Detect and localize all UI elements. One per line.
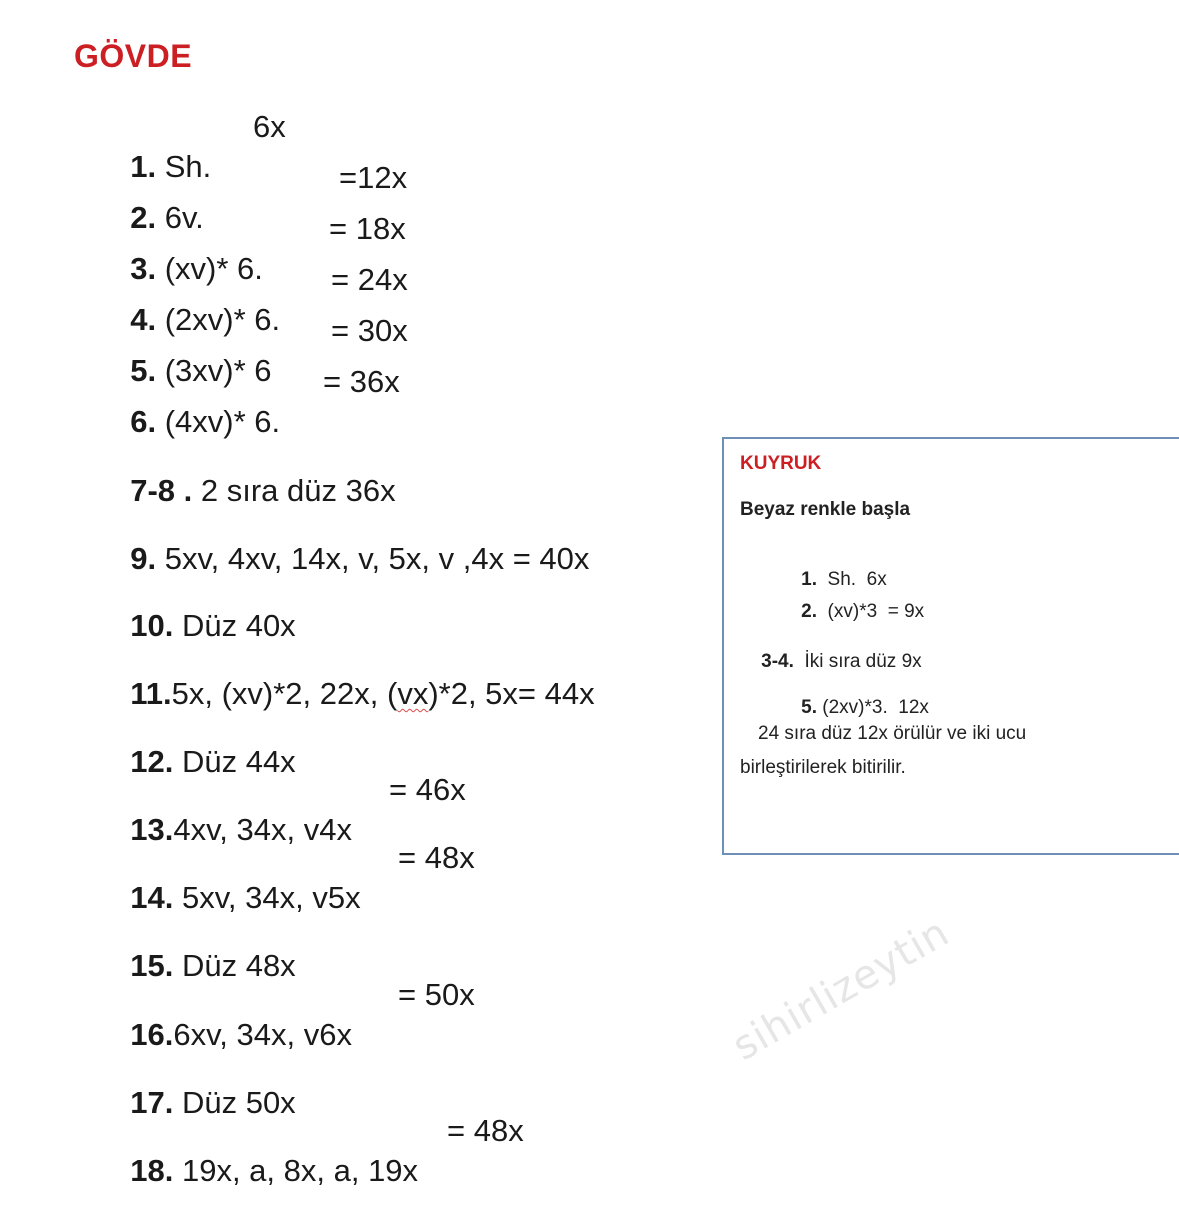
panel-line-text: Sh. 6x bbox=[827, 569, 887, 590]
panel-line-number: 2. bbox=[801, 601, 817, 622]
list-item bbox=[113, 499, 590, 576]
row-number: 9. bbox=[130, 541, 157, 576]
row-result: = 50x bbox=[398, 977, 475, 1012]
panel-line-text: (xv)*3 = 9x bbox=[827, 601, 925, 622]
row-text: 2 sıra düz 36x bbox=[192, 473, 396, 508]
panel-title: KUYRUK bbox=[740, 453, 822, 474]
row-result: = 24x bbox=[331, 262, 408, 297]
row-number: 13. bbox=[130, 812, 174, 847]
row-number: 11. bbox=[130, 676, 172, 711]
row-number: 12. bbox=[130, 744, 174, 779]
panel-line-number: 3-4. bbox=[761, 651, 794, 672]
list-item bbox=[113, 362, 400, 439]
tail-instructions-panel bbox=[722, 437, 1179, 855]
list-item bbox=[113, 566, 296, 643]
row-result: = 30x bbox=[331, 313, 408, 348]
row-text: (2xv)* 6. bbox=[156, 302, 281, 337]
list-item bbox=[113, 107, 286, 184]
row-text: 4xv, 34x, v4x bbox=[173, 812, 352, 847]
row-number: 4. bbox=[130, 302, 157, 337]
row-number: 3. bbox=[130, 251, 157, 286]
list-item bbox=[113, 431, 396, 508]
panel-line-text: (2xv)*3. 12x bbox=[822, 697, 929, 718]
row-text: 6xv, 34x, v6x bbox=[173, 1017, 352, 1052]
row-number: 6. bbox=[130, 404, 157, 439]
row-result: = 46x bbox=[389, 772, 466, 807]
row-result: = 36x bbox=[323, 364, 400, 399]
panel-line-number: 1. bbox=[801, 569, 817, 590]
row-text: (4xv)* 6. bbox=[156, 404, 281, 439]
row-text: Düz 50x bbox=[173, 1085, 296, 1120]
row-result: = 48x bbox=[447, 1113, 524, 1148]
list-item bbox=[113, 975, 475, 1052]
row-result: 6x bbox=[253, 109, 286, 144]
row-text: 5xv, 4xv, 14x, v, 5x, v ,4x = 40x bbox=[156, 541, 590, 576]
row-number: 18. bbox=[130, 1153, 174, 1188]
list-item bbox=[113, 1111, 524, 1188]
row-number: 17. bbox=[130, 1085, 174, 1120]
panel-subtitle: Beyaz renkle başla bbox=[740, 499, 911, 520]
page-title: GÖVDE bbox=[74, 38, 193, 74]
panel-line-number: 5. bbox=[801, 697, 817, 718]
row-text: Düz 44x bbox=[173, 744, 296, 779]
row-text: Sh. bbox=[156, 149, 212, 184]
row-text: 19x, a, 8x, a, 19x bbox=[173, 1153, 419, 1188]
row-number: 1. bbox=[130, 149, 157, 184]
row-result: =12x bbox=[339, 160, 408, 195]
row-number: 15. bbox=[130, 948, 174, 983]
row-text: 5xv, 34x, v5x bbox=[173, 880, 361, 915]
row-text: 5x, (xv)*2, 22x, ( bbox=[171, 676, 398, 711]
row-text: (3xv)* 6 bbox=[156, 353, 272, 388]
row-number: 5. bbox=[130, 353, 157, 388]
spellcheck-underlined-text: vx bbox=[397, 676, 429, 711]
list-item bbox=[113, 634, 595, 711]
row-number: 16. bbox=[130, 1017, 174, 1052]
row-text: 6v. bbox=[156, 200, 204, 235]
row-number: 2. bbox=[130, 200, 157, 235]
list-item bbox=[113, 838, 475, 915]
row-number: 10. bbox=[130, 608, 174, 643]
list-item bbox=[113, 906, 296, 983]
row-text: Düz 48x bbox=[173, 948, 296, 983]
row-number: 7-8 . bbox=[130, 473, 193, 508]
list-item bbox=[113, 1043, 296, 1120]
panel-line: 24 sıra düz 12x örülür ve iki ucu bbox=[758, 723, 1027, 744]
row-text: (xv)* 6. bbox=[156, 251, 263, 286]
watermark: sihirlizeytin bbox=[725, 909, 958, 1070]
panel-line-text: İki sıra düz 9x bbox=[804, 651, 922, 672]
row-number: 14. bbox=[130, 880, 174, 915]
row-result: = 18x bbox=[329, 211, 406, 246]
list-item bbox=[113, 702, 296, 779]
row-text-rest: )*2, 5x= 44x bbox=[428, 676, 595, 711]
list-item bbox=[113, 770, 466, 847]
panel-line: birleştirilerek bitirilir. bbox=[740, 757, 906, 778]
row-text: Düz 40x bbox=[173, 608, 296, 643]
row-result: = 48x bbox=[398, 840, 475, 875]
